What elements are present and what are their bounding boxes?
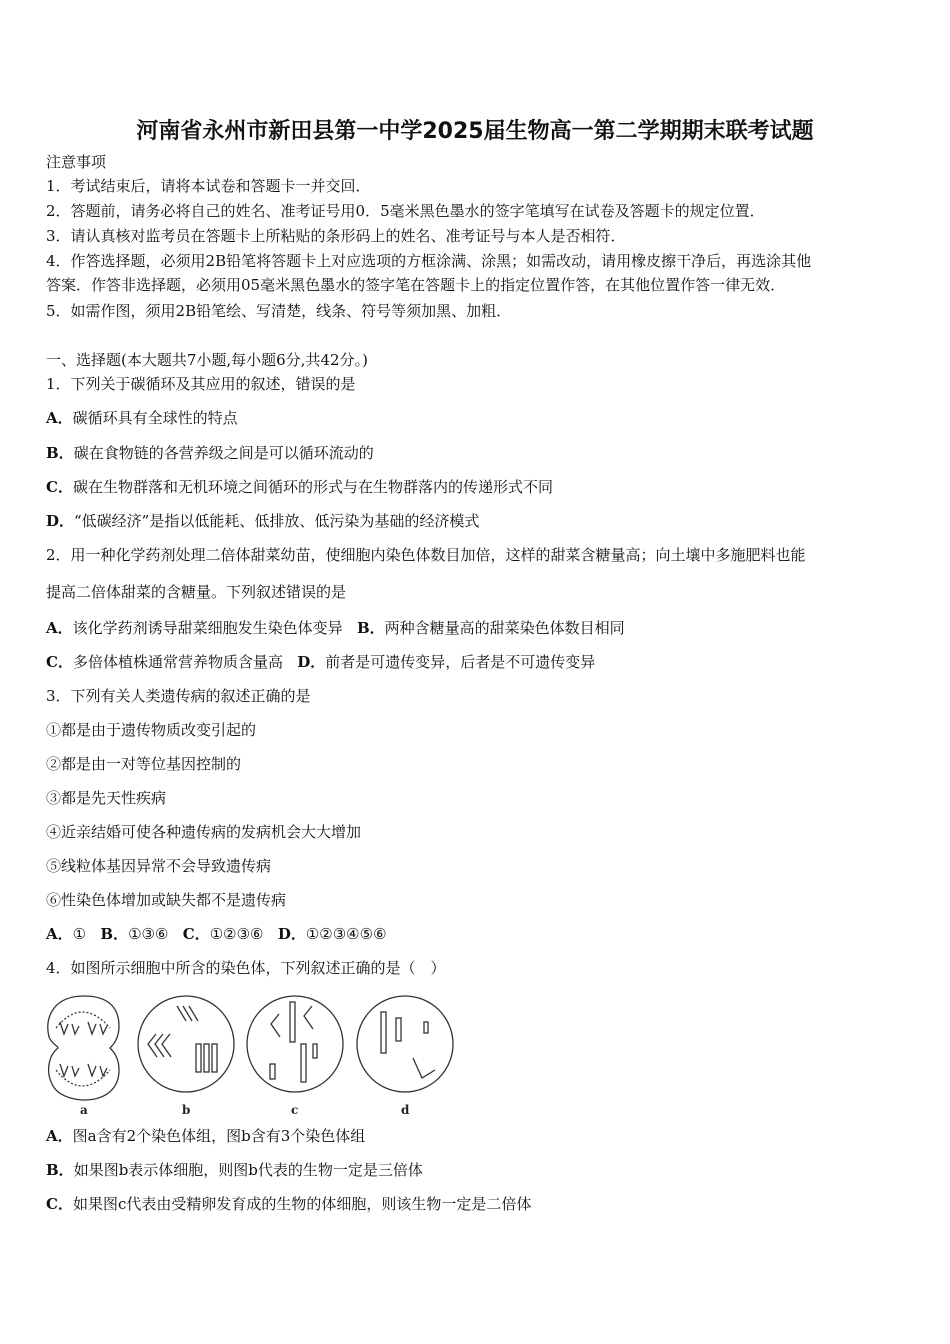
notice-item: 5．如需作图，须用2B铅笔绘、写清楚，线条、符号等须加黑、加粗． [46, 302, 512, 320]
q4-option-c [46, 1194, 531, 1214]
option-letter: C． [46, 478, 73, 496]
q3-statement: ②都是由一对等位基因控制的 [46, 755, 242, 773]
figure-label-a: a [80, 1103, 88, 1117]
cell-c [247, 996, 343, 1092]
question-2-stem: 2．用一种化学药剂处理二倍体甜菜幼苗，使细胞内染色体数目加倍，这样的甜菜含糖量高；向土壤中多施肥料也能 [46, 546, 806, 564]
question-2-stem-cont: 提高二倍体甜菜的含糖量。下列叙述错误的是 [46, 583, 347, 601]
option-text: ① [72, 925, 87, 943]
option-text: ①②③⑥ [209, 925, 264, 943]
option-text: “低碳经济”是指以低能耗、低排放、低污染为基础的经济模式 [74, 512, 480, 530]
option-text: ①③⑥ [128, 925, 169, 943]
notice-item: 2．答题前，请务必将自己的姓名、准考证号用0．5毫米黑色墨水的签字笔填写在试卷及答题卡的规定位置． [46, 202, 765, 220]
option-text: ①②③④⑤⑥ [305, 925, 387, 943]
option-letter: D． [277, 925, 306, 943]
q3-statement: ①都是由于遗传物质改变引起的 [46, 721, 257, 739]
question-4-stem: 4．如图所示细胞中所含的染色体，下列叙述正确的是（ ） [46, 959, 446, 977]
option-letter: D． [297, 653, 326, 671]
option-letter: A． [46, 619, 73, 637]
notice-heading: 注意事项 [46, 153, 107, 171]
option-letter: A． [46, 1127, 73, 1145]
q1-option-a [46, 408, 238, 428]
option-text: 前者是可遗传变异，后者是不可遗传变异 [325, 653, 596, 671]
notice-item: 4．作答选择题，必须用2B铅笔将答题卡上对应选项的方框涂满、涂黑；如需改动，请用橡皮擦干净后，再选涂其他 [46, 252, 812, 270]
option-letter: A． [46, 925, 73, 943]
option-text: 如果图b表示体细胞，则图b代表的生物一定是三倍体 [73, 1161, 423, 1179]
option-letter: C． [46, 1195, 73, 1213]
q4-option-a [46, 1126, 365, 1146]
question-1-stem: 1．下列关于碳循环及其应用的叙述，错误的是 [46, 375, 356, 393]
q1-option-d [46, 511, 479, 531]
option-letter: B． [356, 619, 385, 637]
option-text: 该化学药剂诱导甜菜细胞发生染色体变异 [72, 619, 343, 637]
figure-label-c: c [291, 1103, 299, 1117]
notice-item: 1．考试结束后，请将本试卷和答题卡一并交回． [46, 177, 371, 195]
option-text: 两种含糖量高的甜菜染色体数目相同 [384, 619, 625, 637]
cell-a [48, 996, 119, 1100]
option-letter: B． [46, 1161, 74, 1179]
option-letter: C． [182, 925, 210, 943]
cell-d [357, 996, 453, 1092]
q3-statement: ③都是先天性疾病 [46, 789, 167, 807]
option-letter: C． [46, 653, 73, 671]
option-letter: A． [46, 409, 73, 427]
figure-label-b: b [182, 1103, 191, 1117]
document-title: 河南省永州市新田县第一中学2025届生物高一第二学期期末联考试题 [136, 119, 814, 144]
question-3-stem: 3．下列有关人类遗传病的叙述正确的是 [46, 687, 311, 705]
option-text: 碳在生物群落和无机环境之间循环的形式与在生物群落内的传递形式不同 [72, 478, 553, 496]
notice-item: 答案．作答非选择题，必须用05毫米黑色墨水的签字笔在答题卡上的指定位置作答，在其他位置作答一律无效． [46, 276, 786, 294]
option-text: 多倍体植株通常营养物质含量高 [72, 653, 283, 671]
section-heading: 一、选择题(本大题共7小题,每小题6分,共42分。) [46, 351, 368, 369]
chromosome-cells-figure [44, 992, 464, 1120]
q1-option-b [46, 443, 374, 463]
notice-item: 3．请认真核对监考员在答题卡上所粘贴的条形码上的姓名、准考证号与本人是否相符． [46, 227, 626, 245]
q4-option-b [46, 1160, 423, 1180]
q2-options-cd [46, 652, 595, 672]
option-text: 如果图c代表由受精卵发育成的生物的体细胞，则该生物一定是二倍体 [72, 1195, 532, 1213]
q3-statement: ⑤线粒体基因异常不会导致遗传病 [46, 857, 272, 875]
q1-option-c [46, 477, 553, 497]
figure-label-d: d [401, 1103, 410, 1117]
q3-statement: ⑥性染色体增加或缺失都不是遗传病 [46, 891, 287, 909]
option-text: 碳在食物链的各营养级之间是可以循环流动的 [73, 444, 374, 462]
option-text: 图a含有2个染色体组，图b含有3个染色体组 [72, 1127, 366, 1145]
q3-options [46, 924, 387, 944]
option-letter: D． [46, 512, 75, 530]
q3-statement: ④近亲结婚可使各种遗传病的发病机会大大增加 [46, 823, 362, 841]
option-letter: B． [100, 925, 129, 943]
option-text: 碳循环具有全球性的特点 [72, 409, 238, 427]
q2-options-ab [46, 618, 625, 638]
option-letter: B． [46, 444, 74, 462]
cell-b [138, 996, 234, 1092]
